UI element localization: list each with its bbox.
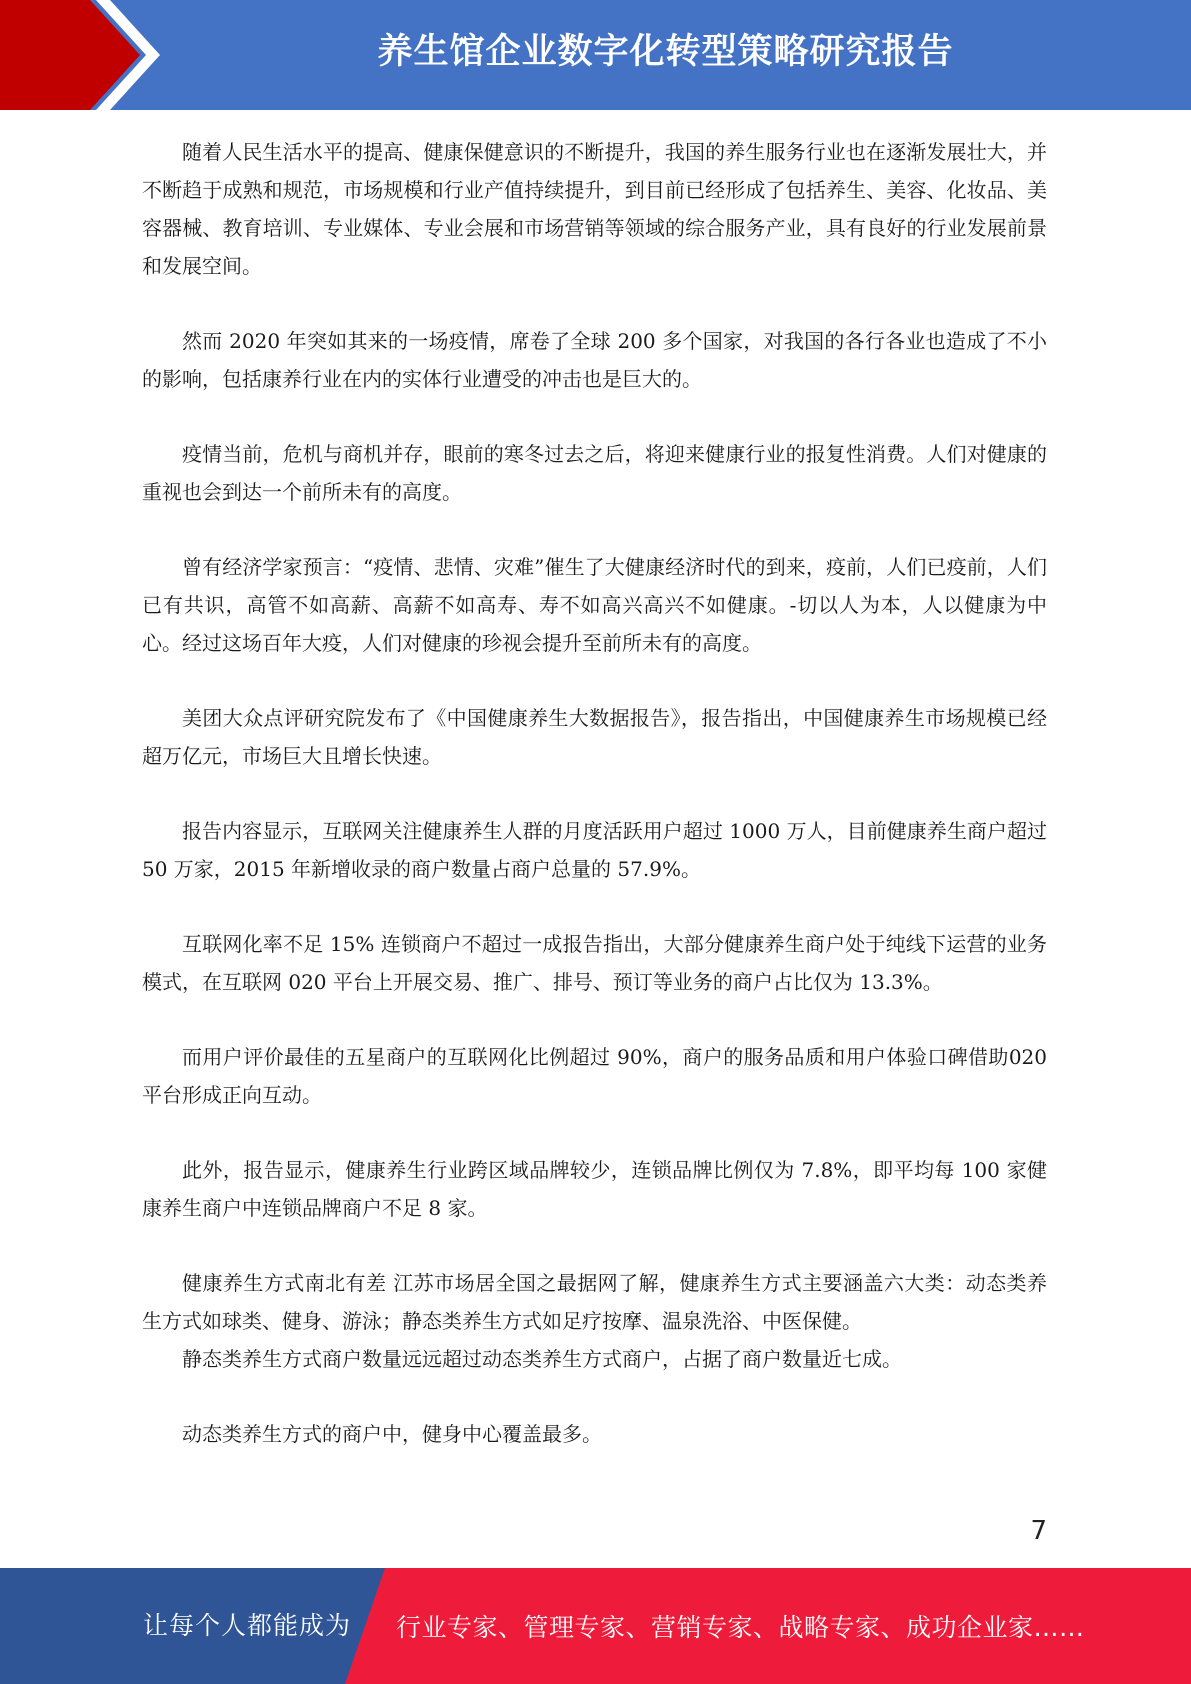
paragraph-8: 而用户评价最佳的五星商户的互联网化比例超过 90%，商户的服务品质和用户体验口碑借助020 平台形成正向互动。	[142, 1045, 1047, 1107]
footer-banner	[0, 1568, 1191, 1684]
footer-slogan-roles: 行业专家、管理专家、营销专家、战略专家、成功企业家……	[396, 1613, 1085, 1642]
paragraph-7: 互联网化率不足 15% 连锁商户不超过一成报告指出，大部分健康养生商户处于纯线下运营的业务模式，在互联网 020 平台上开展交易、推广、排号、预订等业务的商户占比仅为 13.3%。	[142, 932, 1047, 994]
paragraph-2: 然而 2020 年突如其来的一场疫情，席卷了全球 200 多个国家，对我国的各行各业也造成了不小的影响，包括康养行业在内的实体行业遭受的冲击也是巨大的。	[142, 329, 1047, 391]
footer-slogan-lead: 让每个人都能成为	[143, 1611, 352, 1640]
header-arrow-decoration	[0, 0, 160, 110]
paragraph-10: 健康养生方式南北有差 江苏市场居全国之最据网了解，健康养生方式主要涵盖六大类：动态类养生方式如球类、健身、游泳；静态类养生方式如足疗按摩、温泉洗浴、中医保健。	[142, 1271, 1047, 1333]
paragraph-11: 静态类养生方式商户数量远远超过动态类养生方式商户，占据了商户数量近七成。	[182, 1347, 902, 1371]
header-bar	[0, 0, 1191, 110]
paragraph-5: 美团大众点评研究院发布了《中国健康养生大数据报告》，报告指出，中国健康养生市场规模已经超万亿元，市场巨大且增长快速。	[142, 706, 1047, 768]
paragraph-3: 疫情当前，危机与商机并存，眼前的寒冬过去之后，将迎来健康行业的报复性消费。人们对健康的重视也会到达一个前所未有的高度。	[142, 442, 1047, 504]
paragraph-9: 此外，报告显示，健康养生行业跨区域品牌较少，连锁品牌比例仅为 7.8%，即平均每 100 家健康养生商户中连锁品牌商户不足 8 家。	[142, 1158, 1047, 1220]
report-title: 养生馆企业数字化转型策略研究报告	[377, 32, 954, 72]
body-content	[142, 133, 1047, 1453]
paragraph-12: 动态类养生方式的商户中，健身中心覆盖最多。	[182, 1422, 602, 1446]
paragraph-1: 随着人民生活水平的提高、健康保健意识的不断提升，我国的养生服务行业也在逐渐发展壮大，并不断趋于成熟和规范，市场规模和行业产值持续提升，到目前已经形成了包括养生、美容、化妆品、美容器械、教育培训、专业媒体、专业会展和市场营销等领域的综合服务产业，具有良好的行业发展前景和发展空间。	[142, 140, 1047, 278]
paragraph-4: 曾有经济学家预言：“疫情、悲情、灾难”催生了大健康经济时代的到来，疫前，人们已疫前，人们已有共识，高管不如高薪、高薪不如高寿、寿不如高兴高兴不如健康。-切以人为本，人以健康为中心。经过这场百年大疫，人们对健康的珍视会提升至前所未有的高度。	[142, 555, 1047, 655]
page-number: 7	[1030, 1516, 1047, 1546]
paragraph-6: 报告内容显示，互联网关注健康养生人群的月度活跃用户超过 1000 万人，目前健康养生商户超过 50 万家，2015 年新增收录的商户数量占商户总量的 57.9%。	[142, 819, 1047, 881]
